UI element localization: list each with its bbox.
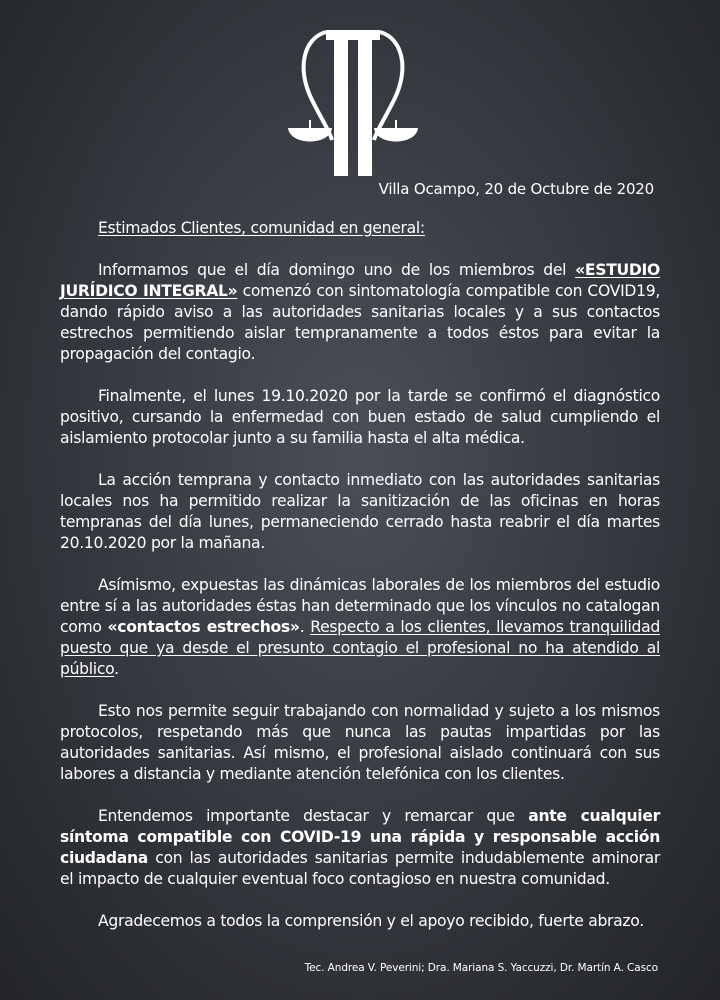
close-contacts-term: «contactos estrechos» — [107, 618, 300, 636]
greeting — [60, 218, 660, 239]
scales-of-justice-icon — [282, 28, 424, 176]
paragraph-5: Esto nos permite seguir trabajando con normalidad y sujeto a los mismos protocolos, respetando más que nunca las pautas impartidas por las autoridades sanitarias. Así mismo, el profesional aislado continuará con sus labores a distancia y mediante atención telefónica con los clientes. — [60, 702, 660, 783]
emphasis-statement: ante cualquier síntoma compatible con COVID-19 una rápida y responsable acción ciudadana — [60, 807, 660, 867]
greeting-text: Estimados Clientes, comunidad en general: — [98, 219, 425, 237]
paragraph-6 — [60, 806, 660, 890]
signature: Tec. Andrea V. Peverini; Dra. Mariana S. Yaccuzzi, Dr. Martín A. Casco — [304, 962, 658, 974]
paragraph-2: Finalmente, el lunes 19.10.2020 por la tarde se confirmó el diagnóstico positivo, cursando la enfermedad con buen estado de salud cumpliendo el aislamiento protocolar junto a su familia hasta el alta médica. — [60, 387, 660, 447]
dateline: Villa Ocampo, 20 de Octubre de 2020 — [378, 180, 654, 198]
paragraph-4-text-c: . — [114, 660, 119, 678]
paragraph-6-text-b: con las autoridades sanitarias permite indudablemente aminorar el impacto de cualquier eventual foco contagioso en nuestra comunidad. — [60, 849, 660, 888]
paragraph-1 — [60, 260, 660, 365]
paragraph-1-text-b: comenzó con sintomatología compatible con COVID19, dando rápido aviso a las autoridades sanitarias locales y a sus contactos estrechos permitiendo aislar tempranamente a todos éstos para evitar la propagación del contagio. — [60, 282, 660, 363]
paragraph-3: La acción temprana y contacto inmediato con las autoridades sanitarias locales nos ha permitido realizar la sanitización de las oficinas en horas tempranas del día lunes, permaneciendo cerrado hasta reabrir el día martes 20.10.2020 por la mañana. — [60, 471, 660, 552]
paragraph-4-text-a: Asímismo, expuestas las dinámicas laborales de los miembros del estudio entre sí a las autoridades éstas han determinado que los vínculos no catalogan como — [60, 576, 660, 636]
paragraph-4 — [60, 575, 660, 680]
paragraph-4-text-b: . — [299, 618, 311, 636]
firm-name: «ESTUDIO JURÍDICO INTEGRAL» — [60, 261, 660, 300]
clients-notice: Respecto a los clientes, llevamos tranquilidad puesto que ya desde el presunto contagio el profesional no ha atendido al público — [60, 618, 660, 678]
letter-body — [60, 218, 660, 953]
paragraph-7: Agradecemos a todos la comprensión y el apoyo recibido, fuerte abrazo. — [98, 912, 644, 930]
paragraph-1-text-a: Informamos que el día domingo uno de los miembros del — [98, 261, 576, 279]
paragraph-6-text-a: Entendemos importante destacar y remarcar que — [98, 807, 529, 825]
